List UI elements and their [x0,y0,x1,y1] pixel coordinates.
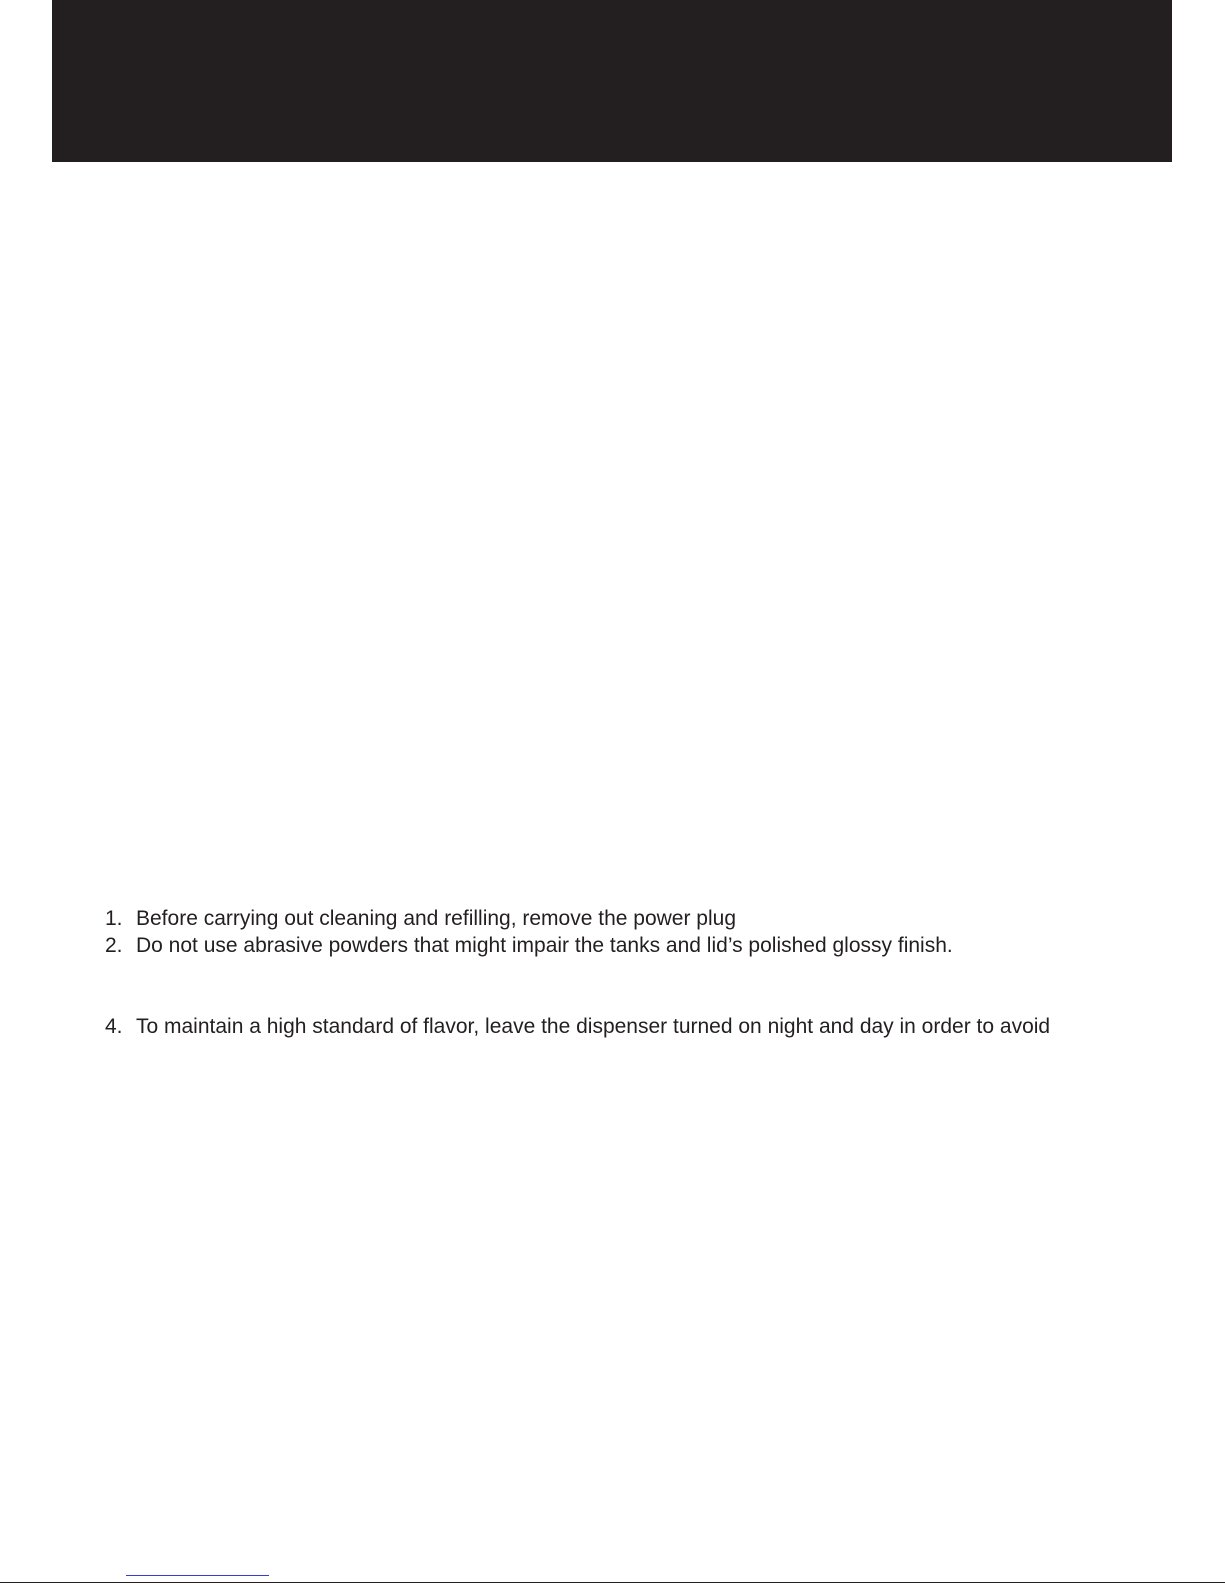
instruction-item-4 [105,1014,1050,1040]
instruction-item-1 [105,906,736,932]
footer-link-underline[interactable] [126,1575,269,1576]
instruction-text: Before carrying out cleaning and refilling, remove the power plug [136,907,737,930]
instruction-item-2 [105,933,953,959]
instruction-number: 4. [105,1015,123,1038]
instruction-number: 1. [105,907,123,930]
bottom-divider [0,1582,1225,1583]
instruction-text: Do not use abrasive powders that might impair the tanks and lid’s polished glossy finish. [136,934,953,957]
instruction-text: To maintain a high standard of flavor, leave the dispenser turned on night and day in order to avoid [136,1015,1051,1038]
header-band [52,0,1172,162]
instruction-number: 2. [105,934,123,957]
